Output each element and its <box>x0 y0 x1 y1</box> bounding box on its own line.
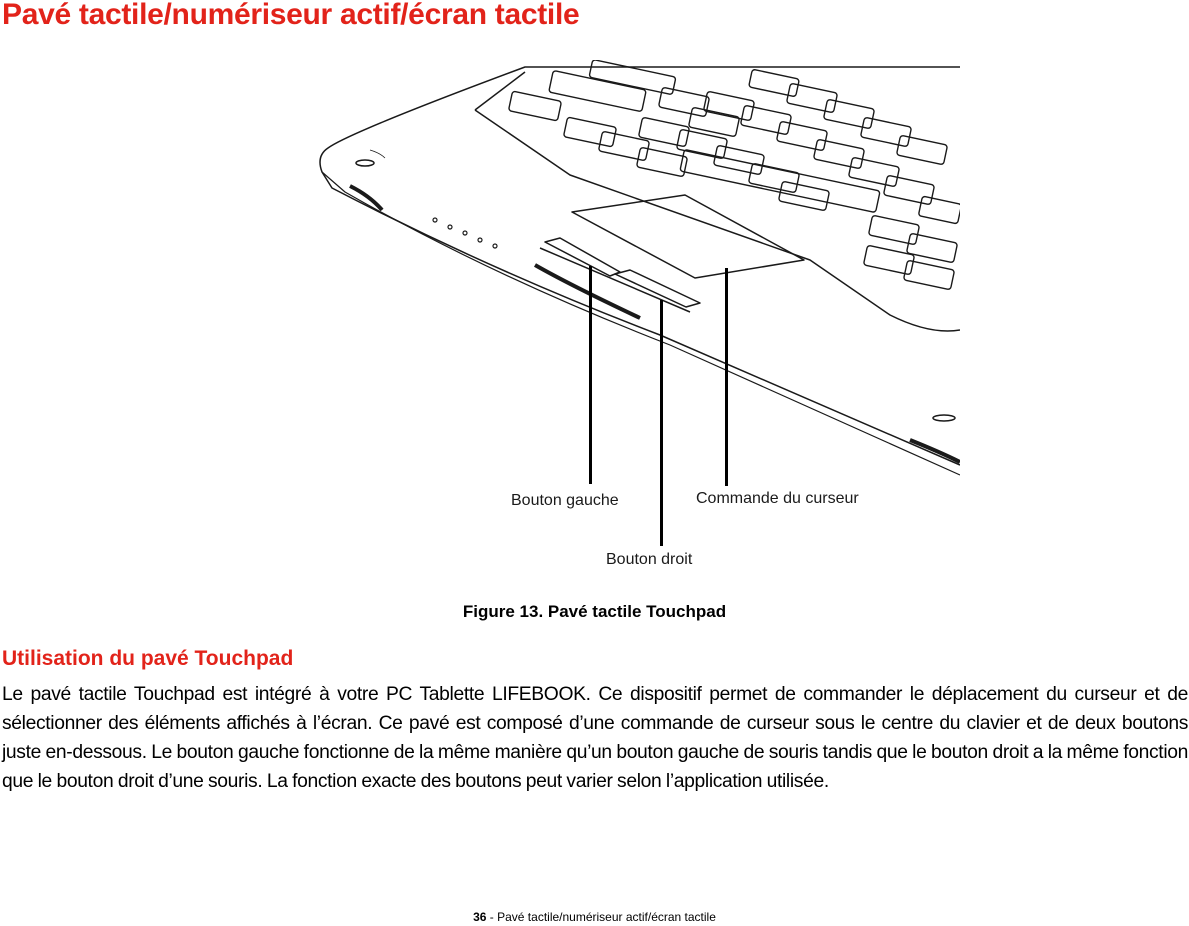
label-right-button: Bouton droit <box>606 551 693 568</box>
page-footer <box>0 910 1189 924</box>
figure-caption: Figure 13. Pavé tactile Touchpad <box>462 602 727 621</box>
footer-separator: - <box>486 910 498 924</box>
page-number: 36 <box>473 910 487 924</box>
footer-text: Pavé tactile/numériseur actif/écran tactile <box>497 910 716 924</box>
label-left-button: Bouton gauche <box>511 492 619 509</box>
touchpad-left-button <box>545 238 620 276</box>
callout-line-left-button <box>589 266 592 484</box>
page-title: Pavé tactile/numériseur actif/écran tactile <box>2 0 580 31</box>
keyboard-keys <box>508 60 960 290</box>
callout-line-right-button <box>660 300 663 546</box>
laptop-touchpad-illustration <box>310 60 960 480</box>
label-cursor-control: Commande du curseur <box>696 490 859 507</box>
body-paragraph: Le pavé tactile Touchpad est intégré à votre PC Tablette LIFEBOOK. Ce dispositif permet de commander le déplacement du curseur et de sélectionner des éléments affichés à l’écran. Ce pavé est composé d’une commande de curseur sous le centre du clavier et de deux boutons juste en-dessous. Le bouton gauche fonctionne de la même manière qu’un bouton gauche de souris tandis que le bouton droit a la même fonction que le bouton droit d’une souris. La fonction exacte des boutons peut varier selon l’application utilisée. <box>2 684 1188 792</box>
touchpad-right-button <box>615 270 700 307</box>
touchpad-surface <box>572 195 804 278</box>
callout-line-cursor-control <box>725 268 728 486</box>
section-heading: Utilisation du pavé Touchpad <box>2 647 294 670</box>
